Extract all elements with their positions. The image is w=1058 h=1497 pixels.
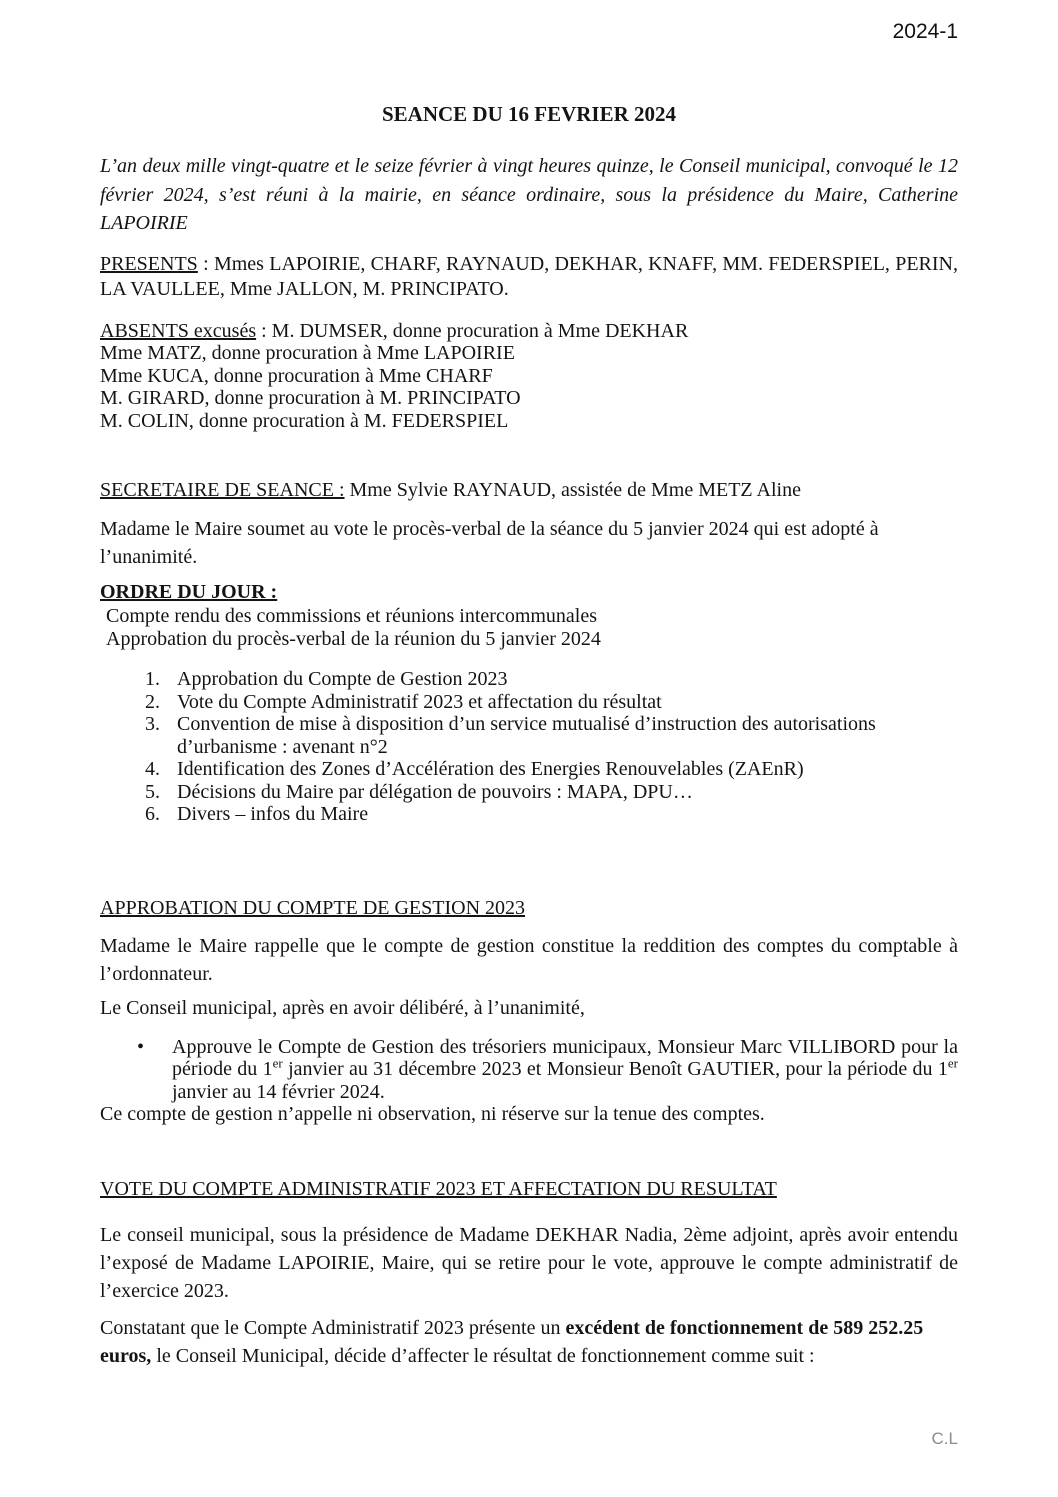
section-heading-compte-gestion: APPROBATION DU COMPTE DE GESTION 2023 [100, 896, 526, 919]
ordre-du-jour-label: ORDRE DU JOUR : [100, 581, 278, 603]
absents-line: M. COLIN, donne procuration à M. FEDERSPIEL [100, 409, 509, 432]
agenda-item [100, 758, 958, 781]
absents-label: ABSENTS excusés [100, 319, 257, 342]
agenda-item [100, 668, 958, 691]
gestion-paragraph-1: Madame le Maire rappelle que le compte de gestion constitue la reddition des comptes du comptable à l’ordonnateur. [100, 934, 958, 985]
agenda-item-number: 2. [145, 690, 160, 713]
absents-line: Mme MATZ, donne procuration à Mme LAPOIRIE [100, 342, 515, 364]
document-title: SEANCE DU 16 FEVRIER 2024 [381, 102, 677, 126]
proces-verbal-paragraph: Madame le Maire soumet au vote le procès-verbal de la séance du 5 janvier 2024 qui est adopté à l’unanimité. [100, 518, 879, 568]
absents-block [100, 320, 958, 433]
agenda-item-text: Identification des Zones d’Accélération des Energies Renouvelables (ZAEnR) [177, 758, 804, 780]
bullet-icon: • [137, 1035, 145, 1058]
agenda-item [100, 803, 958, 826]
agenda-item-number: 6. [145, 803, 160, 825]
footer-initials: C.L [931, 1429, 958, 1448]
vote-paragraph-2-bold-amount: excédent de fonctionnement de 589 252.25 euros, [100, 1316, 924, 1367]
gestion-paragraph-2: Le Conseil municipal, après en avoir délibéré, à l’unanimité, [100, 996, 585, 1019]
agenda-item [100, 713, 958, 758]
absents-first-text: : M. DUMSER, donne procuration à Mme DEKHAR [256, 319, 689, 342]
section-heading-vote-compte-administratif: VOTE DU COMPTE ADMINISTRATIF 2023 ET AFFECTATION DU RESULTAT [100, 1177, 777, 1200]
page-number: 2024-1 [892, 20, 958, 43]
agenda-item [100, 781, 958, 804]
agenda-item-number: 5. [145, 780, 160, 803]
agenda-item-number: 4. [145, 758, 160, 780]
gestion-paragraph-3: Ce compte de gestion n’appelle ni observation, ni réserve sur la tenue des comptes. [100, 1103, 765, 1125]
pre-item: Compte rendu des commissions et réunions intercommunales [106, 605, 598, 627]
pre-item: Approbation du procès-verbal de la réunion du 5 janvier 2024 [106, 627, 601, 650]
ordinal-superscript: er [272, 1055, 283, 1071]
vote-paragraph-1: Le conseil municipal, sous la présidence de Madame DEKHAR Nadia, 2ème adjoint, après avoir entendu l’exposé de Madame LAPOIRIE, Maire, qui se retire pour le vote, approuve le compte administratif de l’exercice 2023. [100, 1223, 958, 1302]
ordre-du-jour-pre-items [100, 605, 958, 650]
secretaire-line [100, 478, 958, 503]
presents-paragraph [100, 252, 958, 302]
bullet-part-1: Approuve le Compte de Gestion des trésoriers municipaux, Monsieur Marc VILLIBORD pour la période du 1 [172, 1035, 958, 1080]
presents-label: PRESENTS [100, 252, 198, 275]
agenda-item-text: Décisions du Maire par délégation de pouvoirs : MAPA, DPU… [177, 780, 693, 803]
absents-first-line [100, 320, 958, 343]
agenda-item-number: 3. [145, 713, 160, 735]
absents-line: Mme KUCA, donne procuration à Mme CHARF [100, 364, 493, 387]
intro-paragraph: L’an deux mille vingt-quatre et le seize février à vingt heures quinze, le Conseil municipal, convoqué le 12 février 2024, s’est réuni à la mairie, en séance ordinaire, sous la présidence du Maire, Catherine LAPOIRIE [100, 155, 958, 234]
gestion-bullet-item [100, 1036, 958, 1104]
agenda-list [100, 668, 958, 826]
vote-paragraph-2-start: Constatant que le Compte Administratif 2023 présente un [100, 1316, 566, 1339]
agenda-item [100, 691, 958, 714]
agenda-item-text: Approbation du Compte de Gestion 2023 [177, 668, 508, 690]
agenda-item-text: Divers – infos du Maire [177, 803, 369, 825]
presents-text: : Mmes LAPOIRIE, CHARF, RAYNAUD, DEKHAR, KNAFF, MM. FEDERSPIEL, PERIN, LA VAULLEE, Mme JALLON, M. PRINCIPATO. [100, 252, 958, 300]
gestion-bullet-text [172, 1036, 958, 1104]
bullet-part-2: janvier au 31 décembre 2023 et Monsieur Benoît GAUTIER, pour la période du 1 [282, 1058, 948, 1080]
absents-line: M. GIRARD, donne procuration à M. PRINCIPATO [100, 387, 521, 409]
agenda-item-text: Convention de mise à disposition d’un service mutualisé d’instruction des autorisations d’urbanisme : avenant n°2 [177, 713, 876, 758]
secretaire-text: Mme Sylvie RAYNAUD, assistée de Mme METZ Aline [344, 479, 801, 501]
bullet-part-3: janvier au 14 février 2024. [172, 1080, 385, 1103]
agenda-item-text: Vote du Compte Administratif 2023 et affectation du résultat [177, 690, 662, 713]
vote-paragraph-2-end: le Conseil Municipal, décide d’affecter le résultat de fonctionnement comme suit : [151, 1344, 815, 1367]
ordre-du-jour-heading [100, 580, 958, 605]
secretaire-label: SECRETAIRE DE SEANCE : [100, 479, 345, 501]
ordinal-superscript: er [947, 1055, 958, 1071]
agenda-item-number: 1. [145, 668, 160, 690]
vote-paragraph-2 [100, 1314, 958, 1370]
